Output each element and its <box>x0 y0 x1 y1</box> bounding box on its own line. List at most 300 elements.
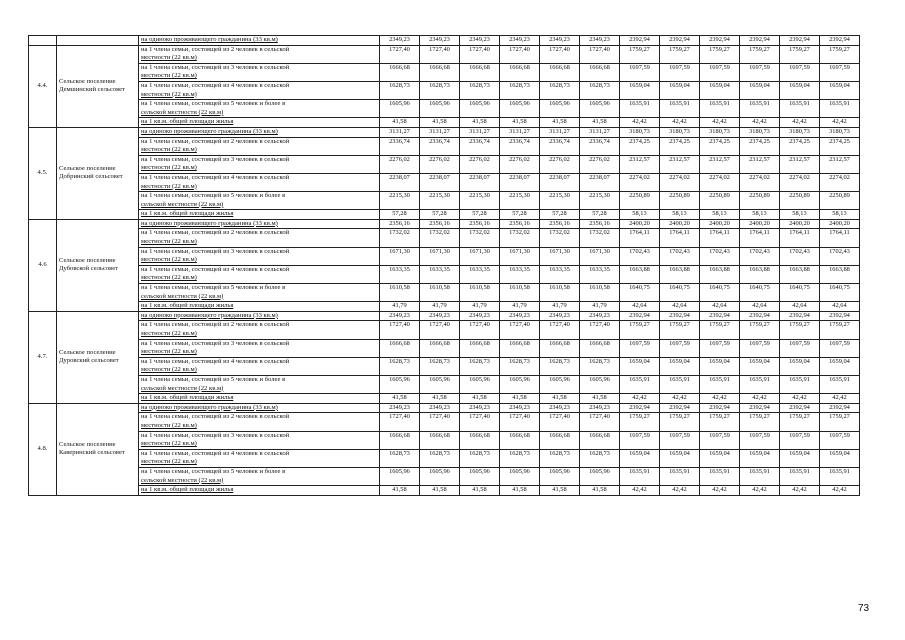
value-cell: 1666,68 <box>380 339 420 357</box>
row-description <box>139 229 380 247</box>
value-cell: 1732,02 <box>580 229 620 247</box>
row-description-line: на 1 члена семьи, состоящей из 4 человек в сельской <box>141 357 290 365</box>
value-cell: 1605,96 <box>580 375 620 393</box>
value-cell: 1659,04 <box>820 81 860 99</box>
value-cell: 42,64 <box>740 302 780 312</box>
value-cell: 3131,27 <box>540 127 580 137</box>
value-cell: 1666,68 <box>580 339 620 357</box>
value-cell: 1727,40 <box>580 413 620 431</box>
value-cell: 2349,23 <box>380 36 420 46</box>
table-row <box>29 311 860 321</box>
value-cell: 1635,91 <box>740 100 780 118</box>
value-cell: 1702,43 <box>820 247 860 265</box>
value-cell: 2238,07 <box>420 173 460 191</box>
value-cell: 2276,02 <box>420 155 460 173</box>
row-description-line: на одиноко проживающего гражданина (33 кв.м) <box>141 127 278 135</box>
row-description <box>139 192 380 210</box>
table-row <box>29 339 860 357</box>
value-cell: 1605,96 <box>380 100 420 118</box>
value-cell: 1697,59 <box>660 431 700 449</box>
value-cell: 42,42 <box>820 394 860 404</box>
value-cell: 1697,59 <box>620 431 660 449</box>
value-cell: 41,58 <box>540 394 580 404</box>
value-cell: 1764,11 <box>740 229 780 247</box>
row-description-line: местности (22 кв.м) <box>141 348 197 356</box>
value-cell: 1659,04 <box>740 81 780 99</box>
settlement-name: Сельское поселение Добринский сельсовет <box>57 127 139 219</box>
row-description-line: местности (22 кв.м) <box>141 146 197 154</box>
row-description-line: на 1 члена семьи, состоящей из 4 человек в сельской <box>141 265 290 273</box>
value-cell: 1666,68 <box>540 63 580 81</box>
value-cell: 1635,91 <box>780 375 820 393</box>
row-description <box>139 431 380 449</box>
value-cell: 2356,16 <box>460 219 500 229</box>
table-row <box>29 173 860 191</box>
row-description <box>139 413 380 431</box>
value-cell: 2312,57 <box>740 155 780 173</box>
row-description-line: на одиноко проживающего гражданина (33 кв.м) <box>141 219 278 227</box>
value-cell: 57,28 <box>460 210 500 220</box>
value-cell: 2349,23 <box>540 36 580 46</box>
value-cell: 2392,94 <box>660 311 700 321</box>
value-cell: 1666,68 <box>540 339 580 357</box>
value-cell: 41,79 <box>380 302 420 312</box>
row-description <box>139 449 380 467</box>
row-description-line: местности (22 кв.м) <box>141 54 197 62</box>
table-row <box>29 302 860 312</box>
table-row <box>29 210 860 220</box>
value-cell: 1605,96 <box>580 467 620 485</box>
value-cell: 41,58 <box>540 118 580 128</box>
value-cell: 1759,27 <box>740 45 780 63</box>
row-description <box>139 394 380 404</box>
value-cell: 1697,59 <box>780 339 820 357</box>
value-cell: 1635,91 <box>660 375 700 393</box>
value-cell: 1633,35 <box>380 265 420 283</box>
value-cell: 2312,57 <box>660 155 700 173</box>
value-cell: 2392,94 <box>780 36 820 46</box>
value-cell: 1633,35 <box>580 265 620 283</box>
value-cell: 42,42 <box>700 118 740 128</box>
table-row <box>29 375 860 393</box>
value-cell: 1759,27 <box>700 321 740 339</box>
value-cell: 1697,59 <box>820 431 860 449</box>
value-cell: 1764,11 <box>620 229 660 247</box>
value-cell: 2276,02 <box>580 155 620 173</box>
value-cell: 1659,04 <box>660 449 700 467</box>
value-cell: 2250,89 <box>740 192 780 210</box>
value-cell: 58,13 <box>620 210 660 220</box>
value-cell: 2250,89 <box>700 192 740 210</box>
value-cell: 1635,91 <box>740 467 780 485</box>
value-cell: 1727,40 <box>460 45 500 63</box>
row-description-line: на 1 члена семьи, состоящей из 5 человек и более в <box>141 467 286 475</box>
row-description-line: на 1 кв.м. общей площади жилья <box>141 210 234 218</box>
row-description-line: на одиноко проживающего гражданина (33 кв.м) <box>141 36 278 43</box>
value-cell: 2312,57 <box>780 155 820 173</box>
value-cell: 2392,94 <box>700 311 740 321</box>
row-description-line: на 1 кв.м. общей площади жилья <box>141 486 234 494</box>
page-number: 73 <box>858 603 870 614</box>
value-cell: 1628,73 <box>460 449 500 467</box>
value-cell: 41,79 <box>540 302 580 312</box>
value-cell: 2215,30 <box>540 192 580 210</box>
row-description-line: местности (22 кв.м) <box>141 90 197 98</box>
value-cell: 1605,96 <box>420 375 460 393</box>
row-description-line: сельской местности (22 кв.м) <box>141 476 224 484</box>
table-row <box>29 137 860 155</box>
value-cell: 1659,04 <box>820 357 860 375</box>
value-cell: 1605,96 <box>540 100 580 118</box>
value-cell: 2356,16 <box>380 219 420 229</box>
value-cell: 41,58 <box>380 486 420 496</box>
value-cell: 2349,23 <box>500 311 540 321</box>
value-cell: 2336,74 <box>540 137 580 155</box>
settlement-index <box>29 36 57 46</box>
value-cell: 1727,40 <box>500 321 540 339</box>
row-description-line: местности (22 кв.м) <box>141 256 197 264</box>
row-description-line: на 1 члена семьи, состоящей из 3 человек в сельской <box>141 247 290 255</box>
value-cell: 2392,94 <box>660 403 700 413</box>
value-cell: 1640,75 <box>780 284 820 302</box>
value-cell: 1764,11 <box>780 229 820 247</box>
value-cell: 42,42 <box>780 118 820 128</box>
value-cell: 42,64 <box>820 302 860 312</box>
value-cell: 1635,91 <box>700 100 740 118</box>
value-cell: 2392,94 <box>620 311 660 321</box>
value-cell: 1659,04 <box>700 81 740 99</box>
value-cell: 1628,73 <box>380 81 420 99</box>
value-cell: 41,58 <box>460 118 500 128</box>
row-description-line: на 1 члена семьи, состоящей из 2 человек в сельской <box>141 413 290 421</box>
value-cell: 1663,88 <box>660 265 700 283</box>
value-cell: 1640,75 <box>660 284 700 302</box>
table-row <box>29 467 860 485</box>
value-cell: 1666,68 <box>500 63 540 81</box>
row-description-line: на 1 члена семьи, состоящей из 4 человек в сельской <box>141 173 290 181</box>
row-description <box>139 81 380 99</box>
row-description <box>139 486 380 496</box>
value-cell: 2392,94 <box>700 403 740 413</box>
settlement-name: Сельское поселение Дубовской сельсовет <box>57 219 139 311</box>
value-cell: 1727,40 <box>500 413 540 431</box>
value-cell: 1610,58 <box>580 284 620 302</box>
value-cell: 42,42 <box>780 394 820 404</box>
value-cell: 42,42 <box>740 394 780 404</box>
value-cell: 1666,68 <box>420 339 460 357</box>
value-cell: 2274,02 <box>660 173 700 191</box>
value-cell: 1663,88 <box>780 265 820 283</box>
value-cell: 41,79 <box>580 302 620 312</box>
value-cell: 41,58 <box>580 118 620 128</box>
value-cell: 57,28 <box>580 210 620 220</box>
value-cell: 1759,27 <box>820 413 860 431</box>
row-description-line: местности (22 кв.м) <box>141 274 197 282</box>
row-description <box>139 210 380 220</box>
value-cell: 2374,25 <box>620 137 660 155</box>
value-cell: 1663,88 <box>740 265 780 283</box>
value-cell: 1666,68 <box>540 431 580 449</box>
settlement-index: 4.6 <box>29 219 57 311</box>
value-cell: 1759,27 <box>620 413 660 431</box>
value-cell: 1605,96 <box>500 100 540 118</box>
value-cell: 1697,59 <box>740 339 780 357</box>
value-cell: 1759,27 <box>820 321 860 339</box>
table-row <box>29 265 860 283</box>
settlement-index: 4.5. <box>29 127 57 219</box>
value-cell: 1727,40 <box>580 45 620 63</box>
value-cell: 2392,94 <box>620 36 660 46</box>
value-cell: 1666,68 <box>420 63 460 81</box>
value-cell: 2250,89 <box>620 192 660 210</box>
value-cell: 41,58 <box>540 486 580 496</box>
value-cell: 42,42 <box>620 394 660 404</box>
table-row <box>29 321 860 339</box>
value-cell: 1635,91 <box>740 375 780 393</box>
value-cell: 2274,02 <box>780 173 820 191</box>
value-cell: 1605,96 <box>380 375 420 393</box>
value-cell: 58,13 <box>700 210 740 220</box>
row-description-line: местности (22 кв.м) <box>141 458 197 466</box>
value-cell: 2336,74 <box>460 137 500 155</box>
value-cell: 1727,40 <box>420 45 460 63</box>
value-cell: 1635,91 <box>700 467 740 485</box>
value-cell: 42,42 <box>620 118 660 128</box>
value-cell: 1628,73 <box>580 357 620 375</box>
row-description-line: сельской местности (22 кв.м) <box>141 200 224 208</box>
value-cell: 1659,04 <box>620 449 660 467</box>
value-cell: 2336,74 <box>580 137 620 155</box>
value-cell: 2349,23 <box>580 36 620 46</box>
value-cell: 1640,75 <box>620 284 660 302</box>
row-description-line: на 1 члена семьи, состоящей из 2 человек в сельской <box>141 137 290 145</box>
value-cell: 2392,94 <box>820 36 860 46</box>
value-cell: 2336,74 <box>380 137 420 155</box>
value-cell: 2238,07 <box>580 173 620 191</box>
value-cell: 2250,89 <box>820 192 860 210</box>
value-cell: 1671,30 <box>420 247 460 265</box>
value-cell: 1666,68 <box>420 431 460 449</box>
value-cell: 41,58 <box>380 394 420 404</box>
value-cell: 1732,02 <box>500 229 540 247</box>
value-cell: 58,13 <box>660 210 700 220</box>
tariff-table <box>28 35 860 496</box>
value-cell: 1663,88 <box>820 265 860 283</box>
value-cell: 1759,27 <box>660 45 700 63</box>
value-cell: 1659,04 <box>780 81 820 99</box>
value-cell: 1702,43 <box>700 247 740 265</box>
value-cell: 2349,23 <box>420 36 460 46</box>
settlement-index: 4.8. <box>29 403 57 495</box>
value-cell: 2276,02 <box>540 155 580 173</box>
value-cell: 42,42 <box>700 394 740 404</box>
value-cell: 1633,35 <box>500 265 540 283</box>
value-cell: 1666,68 <box>580 63 620 81</box>
value-cell: 1635,91 <box>780 100 820 118</box>
row-description <box>139 219 380 229</box>
value-cell: 2349,23 <box>460 311 500 321</box>
value-cell: 1727,40 <box>540 45 580 63</box>
value-cell: 42,42 <box>820 118 860 128</box>
row-description-line: местности (22 кв.м) <box>141 330 197 337</box>
table-row <box>29 155 860 173</box>
value-cell: 2356,16 <box>580 219 620 229</box>
row-description-line: на 1 кв.м. общей площади жилья <box>141 118 234 126</box>
row-description-line: местности (22 кв.м) <box>141 421 197 429</box>
table-row <box>29 192 860 210</box>
value-cell: 1605,96 <box>380 467 420 485</box>
row-description-line: на 1 члена семьи, состоящей из 2 человек в сельской <box>141 229 290 237</box>
table-row <box>29 394 860 404</box>
value-cell: 1635,91 <box>660 100 700 118</box>
value-cell: 2312,57 <box>620 155 660 173</box>
value-cell: 2392,94 <box>780 403 820 413</box>
row-description-line: сельской местности (22 кв.м) <box>141 292 224 300</box>
value-cell: 1628,73 <box>380 449 420 467</box>
table-row <box>29 229 860 247</box>
value-cell: 1727,40 <box>420 413 460 431</box>
row-description-line: на 1 члена семьи, состоящей из 5 человек и более в <box>141 100 286 108</box>
row-description-line: местности (22 кв.м) <box>141 182 197 190</box>
value-cell: 3131,27 <box>580 127 620 137</box>
value-cell: 2392,94 <box>820 311 860 321</box>
value-cell: 1697,59 <box>660 63 700 81</box>
value-cell: 1640,75 <box>700 284 740 302</box>
value-cell: 1605,96 <box>420 467 460 485</box>
value-cell: 1666,68 <box>460 63 500 81</box>
value-cell: 57,28 <box>500 210 540 220</box>
row-description <box>139 45 380 63</box>
value-cell: 1727,40 <box>540 413 580 431</box>
value-cell: 1628,73 <box>580 449 620 467</box>
value-cell: 1610,58 <box>460 284 500 302</box>
value-cell: 2400,20 <box>780 219 820 229</box>
row-description-line: на 1 члена семьи, состоящей из 3 человек в сельской <box>141 339 290 347</box>
value-cell: 1727,40 <box>380 321 420 339</box>
value-cell: 1671,30 <box>500 247 540 265</box>
table-row <box>29 247 860 265</box>
row-description <box>139 302 380 312</box>
value-cell: 1727,40 <box>460 321 500 339</box>
value-cell: 41,58 <box>580 486 620 496</box>
value-cell: 3180,73 <box>660 127 700 137</box>
value-cell: 1759,27 <box>620 321 660 339</box>
value-cell: 1628,73 <box>380 357 420 375</box>
value-cell: 1666,68 <box>460 339 500 357</box>
table-row <box>29 431 860 449</box>
value-cell: 2349,23 <box>580 403 620 413</box>
value-cell: 2238,07 <box>500 173 540 191</box>
value-cell: 1759,27 <box>740 413 780 431</box>
value-cell: 1666,68 <box>500 339 540 357</box>
value-cell: 2349,23 <box>500 36 540 46</box>
value-cell: 1605,96 <box>460 467 500 485</box>
row-description-line: на 1 кв.м. общей площади жилья <box>141 302 234 310</box>
value-cell: 2250,89 <box>780 192 820 210</box>
value-cell: 2336,74 <box>500 137 540 155</box>
table-row <box>29 449 860 467</box>
value-cell: 1702,43 <box>780 247 820 265</box>
row-description-line: местности (22 кв.м) <box>141 72 197 80</box>
value-cell: 41,58 <box>500 118 540 128</box>
value-cell: 42,42 <box>620 486 660 496</box>
row-description <box>139 155 380 173</box>
row-description-line: на 1 члена семьи, состоящей из 4 человек в сельской <box>141 449 290 457</box>
value-cell: 2374,25 <box>820 137 860 155</box>
value-cell: 1635,91 <box>820 467 860 485</box>
value-cell: 1697,59 <box>780 431 820 449</box>
value-cell: 3131,27 <box>460 127 500 137</box>
value-cell: 58,13 <box>820 210 860 220</box>
value-cell: 2274,02 <box>820 173 860 191</box>
value-cell: 2400,20 <box>820 219 860 229</box>
value-cell: 1633,35 <box>420 265 460 283</box>
value-cell: 2238,07 <box>540 173 580 191</box>
value-cell: 1633,35 <box>460 265 500 283</box>
value-cell: 41,58 <box>500 486 540 496</box>
value-cell: 41,79 <box>460 302 500 312</box>
row-description <box>139 339 380 357</box>
value-cell: 1697,59 <box>700 339 740 357</box>
value-cell: 1732,02 <box>460 229 500 247</box>
value-cell: 2312,57 <box>700 155 740 173</box>
row-description-line: на 1 члена семьи, состоящей из 3 человек в сельской <box>141 155 290 163</box>
value-cell: 2349,23 <box>580 311 620 321</box>
value-cell: 1605,96 <box>500 375 540 393</box>
value-cell: 3180,73 <box>620 127 660 137</box>
settlement-name <box>57 36 139 46</box>
value-cell: 1727,40 <box>380 45 420 63</box>
value-cell: 2356,16 <box>500 219 540 229</box>
value-cell: 42,42 <box>820 486 860 496</box>
value-cell: 3131,27 <box>420 127 460 137</box>
value-cell: 2392,94 <box>820 403 860 413</box>
value-cell: 1633,35 <box>540 265 580 283</box>
row-description-line: на 1 члена семьи, состоящей из 2 человек в сельской <box>141 321 290 329</box>
table-row <box>29 36 860 46</box>
value-cell: 1659,04 <box>780 449 820 467</box>
value-cell: 1628,73 <box>580 81 620 99</box>
value-cell: 1640,75 <box>740 284 780 302</box>
value-cell: 42,42 <box>660 486 700 496</box>
value-cell: 1628,73 <box>420 81 460 99</box>
value-cell: 1628,73 <box>540 449 580 467</box>
value-cell: 1764,11 <box>700 229 740 247</box>
value-cell: 1697,59 <box>740 63 780 81</box>
value-cell: 1635,91 <box>700 375 740 393</box>
value-cell: 1732,02 <box>540 229 580 247</box>
row-description-line: на одиноко проживающего гражданина (33 кв.м) <box>141 311 278 319</box>
value-cell: 2349,23 <box>420 311 460 321</box>
table-row <box>29 45 860 63</box>
value-cell: 41,58 <box>420 486 460 496</box>
value-cell: 1727,40 <box>380 413 420 431</box>
value-cell: 1759,27 <box>660 413 700 431</box>
value-cell: 2400,20 <box>740 219 780 229</box>
value-cell: 1727,40 <box>540 321 580 339</box>
value-cell: 2215,30 <box>580 192 620 210</box>
row-description-line: сельской местности (22 кв.м) <box>141 384 224 392</box>
value-cell: 1635,91 <box>820 100 860 118</box>
row-description-line: сельской местности (22 кв.м) <box>141 108 224 116</box>
value-cell: 57,28 <box>540 210 580 220</box>
value-cell: 1605,96 <box>500 467 540 485</box>
value-cell: 57,28 <box>380 210 420 220</box>
value-cell: 1663,88 <box>700 265 740 283</box>
value-cell: 1702,43 <box>620 247 660 265</box>
value-cell: 3131,27 <box>380 127 420 137</box>
value-cell: 1671,30 <box>580 247 620 265</box>
